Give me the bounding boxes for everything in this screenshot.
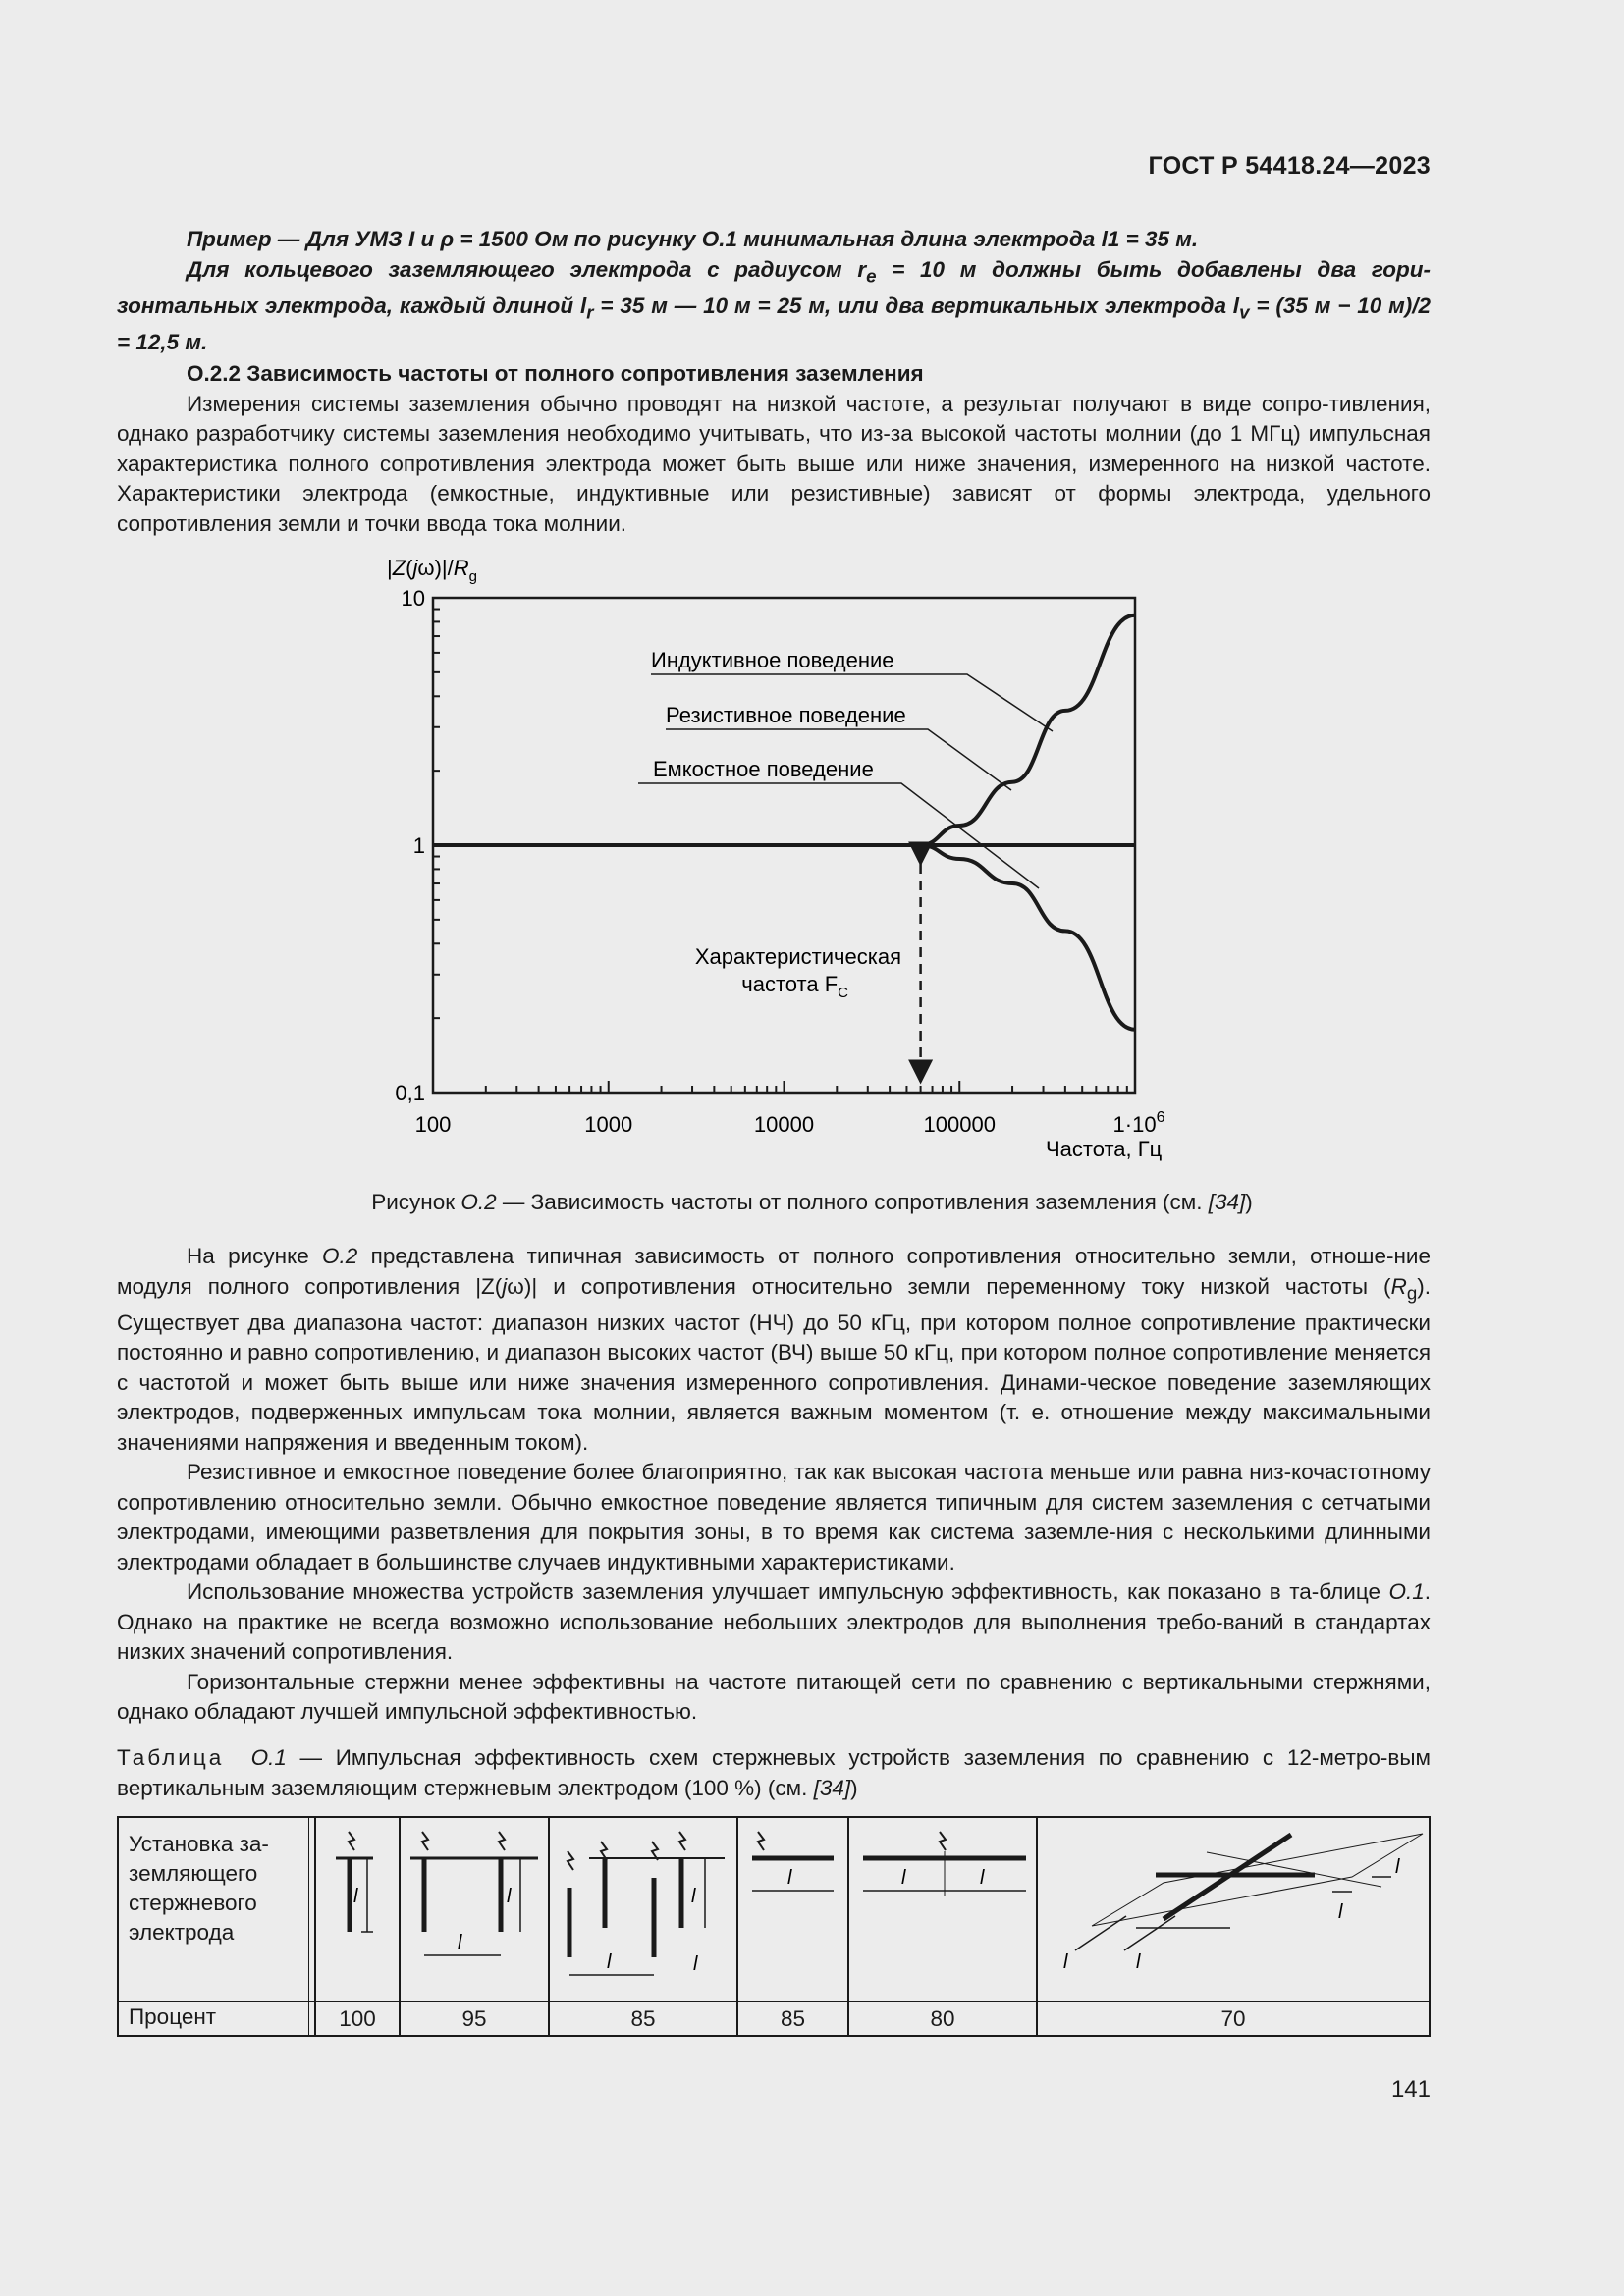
svg-text:l: l: [506, 1886, 512, 1907]
percent-cell: 70: [1037, 2002, 1430, 2036]
svg-text:l: l: [900, 1867, 906, 1889]
standard-number: ГОСТ Р 54418.24—2023: [1148, 152, 1431, 180]
diagram-multiple-rods: [550, 1818, 736, 1995]
char-freq-label-1: Характеристическая: [694, 944, 901, 969]
percent-cell: 85: [737, 2002, 848, 2036]
table-row-diagrams: [118, 1817, 1430, 2002]
svg-text:l: l: [1338, 1901, 1343, 1923]
diagram-crossed-grid: [1038, 1818, 1429, 1995]
diagram-1: [315, 1817, 400, 2002]
figure-caption: Рисунок О.2 — Зависимость частоты от полного сопротивления заземления (см. [34]): [371, 1190, 1253, 1214]
svg-text:l: l: [1063, 1951, 1068, 1973]
example-line-2: Для кольцевого заземляющего электрода с радиусом $r_e = 10$ м должны быть добавлены два гори-зонтальных электрода, каждый длиной $l_r = 35$ м — 10 м = 25 м, или два вертикальных электрода $l_v = (35$ м − 10 м)/2 = 12,5 м.: [117, 256, 1431, 354]
row-label-percent: Процент: [118, 2002, 308, 2036]
svg-text:l: l: [690, 1886, 696, 1907]
diagram-single-rod: [316, 1818, 399, 1995]
x-tick-label: 1000: [584, 1112, 633, 1137]
percent-cell: 100: [315, 2002, 400, 2036]
label-inductive: Индуктивное поведение: [651, 648, 894, 672]
chart-x-label: Частота, Гц: [1046, 1137, 1163, 1161]
y-tick-label: 10: [401, 586, 425, 611]
x-tick-label: 100: [414, 1112, 452, 1137]
y-tick-label: 0,1: [395, 1081, 425, 1105]
section-paragraph: Измерения системы заземления обычно проводят на низкой частоте, а результат получают в виде сопро-тивления, однако разработчику системы заземления необходимо учитывать, что из-за высокой частоты молнии (до 1 МГц) импульсная характеристика полного сопротивления электрода может быть выше или ниже значения, измеренного на низкой частоте. Характеристики электрода (емкостные, индуктивные или резистивные) зависят от формы электрода, удельного сопротивления земли и точки ввода тока молнии.: [117, 391, 1431, 536]
char-freq-label-2: частота $F_C$: [741, 972, 848, 1001]
percent-cell: 85: [549, 2002, 737, 2036]
diagram-5: [848, 1817, 1037, 2002]
table-caption: Таблица О.1 — Импульсная эффективность схем стержневых устройств заземления по сравнению с 12-метро-вым вертикальным заземляющим стержневым электродом (100 %) (см. [34]): [117, 1745, 1431, 1800]
label-resistive: Резистивное поведение: [666, 703, 906, 727]
section-heading: О.2.2 Зависимость частоты от полного сопротивления заземления: [187, 361, 924, 386]
page-number: 141: [1390, 2076, 1431, 2103]
diagram-4: [737, 1817, 848, 2002]
svg-text:l: l: [979, 1867, 985, 1889]
svg-text:l: l: [606, 1951, 612, 1973]
row-label-setup: Установка за-земляющего стержневого электрода: [118, 1817, 308, 2002]
leader-capacitive: [638, 783, 1039, 888]
diagram-two-horizontal-rods: [849, 1818, 1036, 1995]
example-line-1: Пример — Для УМЗ I и ρ = 1500 Ом по рисунку О.1 минимальная длина электрода l1 = 35 м.: [187, 227, 1199, 251]
diagram-2: [400, 1817, 549, 2002]
svg-text:l: l: [457, 1932, 462, 1953]
x-tick-label: 10000: [753, 1112, 815, 1137]
diagram-horizontal-rod: [738, 1818, 847, 1995]
x-tick-label: $1\cdot 10^6$: [1112, 1109, 1165, 1137]
table-row-percent: [118, 2002, 1430, 2036]
chart-y-label: $|Z(j\omega)|/R_g$: [387, 556, 477, 585]
percent-cell: 95: [400, 2002, 549, 2036]
y-tick-label: 1: [412, 833, 425, 858]
body-para-4: Горизонтальные стержни менее эффективны на частоте питающей сети по сравнению с вертикальными стержнями, однако обладают лучшей импульсной эффективностью.: [117, 1669, 1431, 1724]
diagram-two-rods: [401, 1818, 548, 1995]
svg-text:l: l: [1136, 1951, 1141, 1973]
svg-text:l: l: [352, 1886, 358, 1907]
x-tick-label: 100000: [923, 1112, 996, 1137]
svg-text:l: l: [1395, 1856, 1400, 1878]
diagram-6: [1037, 1817, 1430, 2002]
body-para-3: Использование множества устройств заземления улучшает импульсную эффективность, как показано в та-блице О.1. Однако на практике не всегда возможно использование небольших электродов для выполнения требо-ваний в стандартах низких значений сопротивления.: [117, 1579, 1431, 1664]
body-para-1: На рисунке О.2 представлена типичная зависимость от полного сопротивления относительно земли, отноше-ние модуля полного сопротивления |Z(jω)| и сопротивления относительно земли переменному току низкой частоты $(R_g)$. Существует два диапазона частот: диапазон низких частот (НЧ) до 50 кГц, при котором полное сопротивление практически постоянно и равно сопротивлению, и диапазон высоких частот (ВЧ) выше 50 кГц, при котором полное сопротивление меняется с частотой и может быть выше или ниже значения измеренного сопротивления. Динами-ческое поведение заземляющих электродов, подверженных импульсам тока молнии, является важным моментом (т. е. отношение между максимальными значениями напряжения и введенным током).: [117, 1244, 1431, 1455]
body-para-2: Резистивное и емкостное поведение более благоприятно, так как высокая частота меньше или равна низ-кочастотному сопротивлению относительно земли. Обычно емкостное поведение является типичным для систем заземления с сетчатыми электродами, имеющими разветвления для покрытия зоны, в то время как система заземле-ния с несколькими длинными электродами обладает в большинстве случаев индуктивными характеристиками.: [117, 1460, 1431, 1575]
series-capacitive: [433, 845, 1135, 1030]
percent-cell: 80: [848, 2002, 1037, 2036]
diagram-3: [549, 1817, 737, 2002]
rod-efficiency-table: [117, 1816, 1431, 2037]
svg-text:l: l: [786, 1867, 792, 1889]
label-capacitive: Емкостное поведение: [653, 757, 874, 781]
body-text: [117, 1242, 1431, 1728]
chart-curves: [433, 615, 1135, 1082]
svg-text:l: l: [692, 1953, 698, 1975]
